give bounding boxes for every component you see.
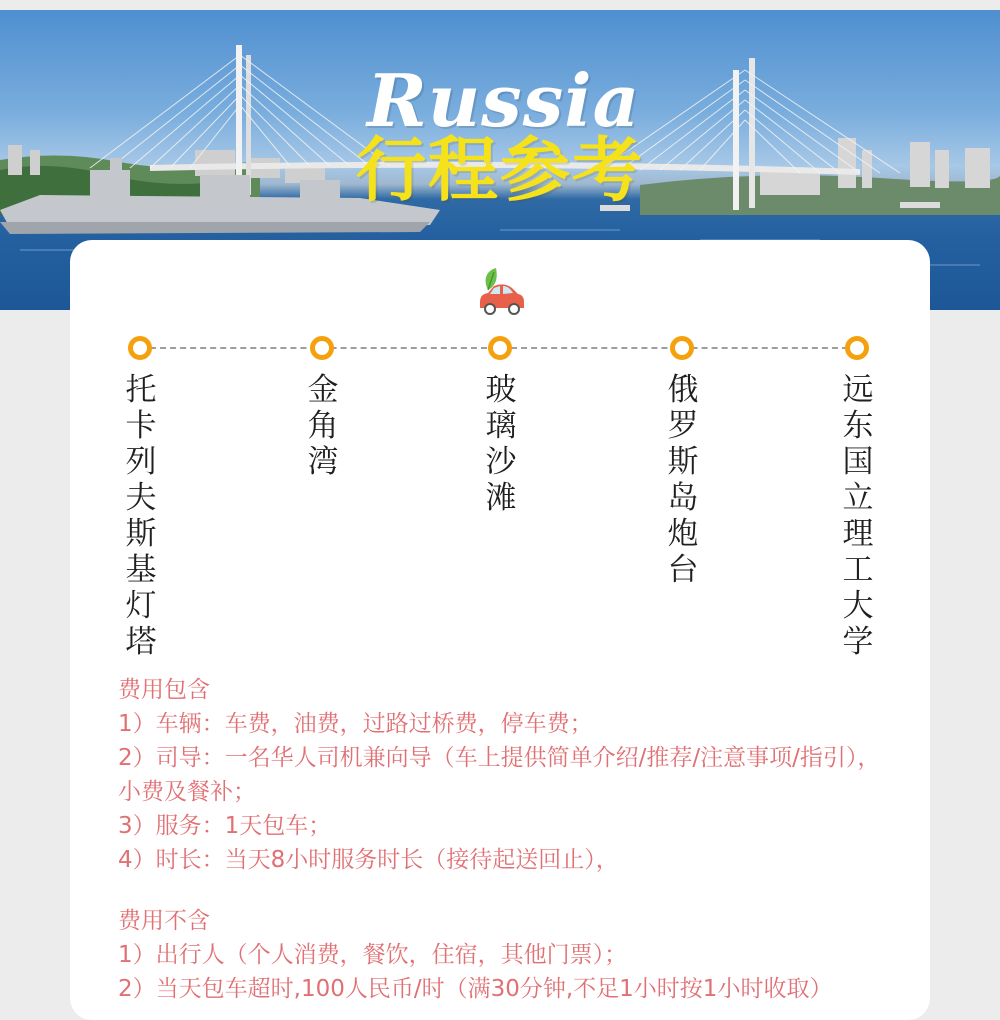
included-item: 3）服务：1天包车； bbox=[118, 813, 332, 839]
route-stop-label: 玻璃沙滩 bbox=[485, 372, 517, 516]
included-heading: 费用包含 bbox=[118, 677, 210, 703]
top-bar bbox=[0, 0, 1000, 10]
route-stop-dot bbox=[670, 336, 694, 360]
route-stop-dot bbox=[845, 336, 869, 360]
route-stop-dot bbox=[128, 336, 152, 360]
route-stop-label: 金角湾 bbox=[307, 372, 339, 480]
excluded-item: 2）当天包车超时,100人民币/时（满30分钟,不足1小时按1小时收取） bbox=[118, 976, 833, 1002]
excluded-item: 1）出行人（个人消费，餐饮，住宿，其他门票）； bbox=[118, 942, 628, 968]
included-item: 2）司导：一名华人司机兼向导（车上提供简单介绍/推荐/注意事项/指引），小费及餐补； bbox=[118, 745, 881, 805]
excluded-heading: 费用不含 bbox=[118, 908, 210, 934]
title-english: Russia bbox=[367, 58, 641, 143]
included-item: 1）车辆：车费，油费，过路过桥费，停车费； bbox=[118, 711, 593, 737]
car-with-leaf-icon bbox=[474, 268, 526, 320]
route-stop-label: 俄罗斯岛炮台 bbox=[667, 372, 699, 588]
included-item: 4）时长：当天8小时服务时长（接待起送回止）， bbox=[118, 847, 619, 873]
route-stop-label: 托卡列夫斯基灯塔 bbox=[125, 372, 157, 660]
route-stop-label: 远东国立理工大学 bbox=[842, 372, 874, 660]
route-stop-dot bbox=[310, 336, 334, 360]
excluded-section bbox=[118, 904, 918, 1006]
route-stop-dot bbox=[488, 336, 512, 360]
title-chinese: 行程参考 bbox=[356, 129, 644, 211]
included-section bbox=[118, 673, 918, 877]
